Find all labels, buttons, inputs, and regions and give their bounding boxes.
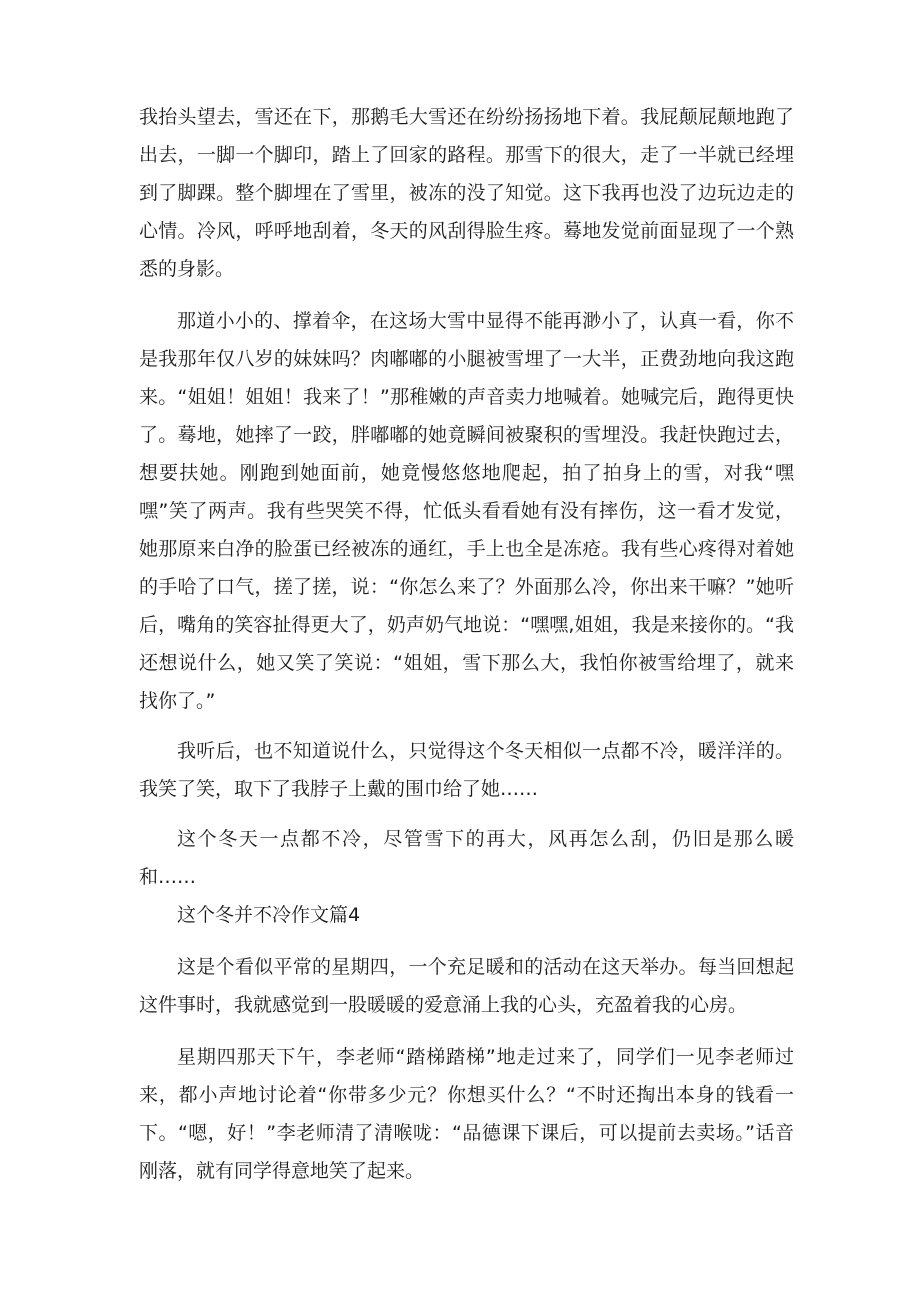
paragraph-3: 我听后，也不知道说什么，只觉得这个冬天相似一点都不冷，暖洋洋的。我笑了笑，取下了我脖子上戴的围巾给了她…… — [139, 740, 794, 800]
paragraph-2: 那道小小的、撑着伞，在这场大雪中显得不能再渺小了，认真一看，你不是我那年仅八岁的妹妹吗？肉嘟嘟的小腿被雪埋了一大半，正费劲地向我这跑来。“姐姐！姐姐！我来了！”那稚嫩的声音卖力地喊着。她喊完后，跑得更快了。蓦地，她摔了一跤，胖嘟嘟的她竟瞬间被聚积的雪埋没。我赶快跑过去，想要扶她。刚跑到她面前，她竟慢悠悠地爬起，拍了拍身上的雪，对我“嘿嘿”笑了两声。我有些哭笑不得，忙低头看看她有没有摔伤，这一看才发觉，她那原来白净的脸蛋已经被冻的通红，手上也全是冻疮。我有些心疼得对着她的手哈了口气，搓了搓，说：“你怎么来了？外面那么冷，你出来干嘛？”她听后，嘴角的笑容扯得更大了，奶声奶气地说：“嘿嘿,姐姐，我是来接你的。“我还想说什么，她又笑了笑说：“姐姐，雪下那么大，我怕你被雪给埋了，就来找你了。” — [139, 310, 794, 712]
paragraph-5: 这是个看似平常的星期四，一个充足暖和的活动在这天举办。每当回想起这件事时，我就感觉到一股暖暖的爱意涌上我的心头，充盈着我的心房。 — [139, 956, 794, 1016]
paragraph-4: 这个冬天一点都不冷，尽管雪下的再大，风再怎么刮，仍旧是那么暖和…… — [139, 828, 794, 888]
paragraph-6: 星期四那天下午，李老师“踏梯踏梯”地走过来了，同学们一见李老师过来，都小声地讨论着“你带多少元？你想买什么？“不时还掏出本身的钱看一下。“嗯，好！”李老师清了清喉咙：“品德课下课后，可以提前去卖场。”话音刚落，就有同学得意地笑了起来。 — [139, 1046, 794, 1182]
paragraph-1: 我抬头望去，雪还在下，那鹅毛大雪还在纷纷扬扬地下着。我屁颠屁颠地跑了出去，一脚一个脚印，踏上了回家的路程。那雪下的很大，走了一半就已经埋到了脚踝。整个脚埋在了雪里，被冻的没了知觉。这下我再也没了边玩边走的心情。冷风，呼呼地刮着，冬天的风刮得脸生疼。蓦地发觉前面显现了一个熟悉的身影。 — [139, 106, 794, 280]
section-heading: 这个冬并不冷作文篇4 — [177, 904, 361, 926]
document-body — [139, 98, 794, 1190]
